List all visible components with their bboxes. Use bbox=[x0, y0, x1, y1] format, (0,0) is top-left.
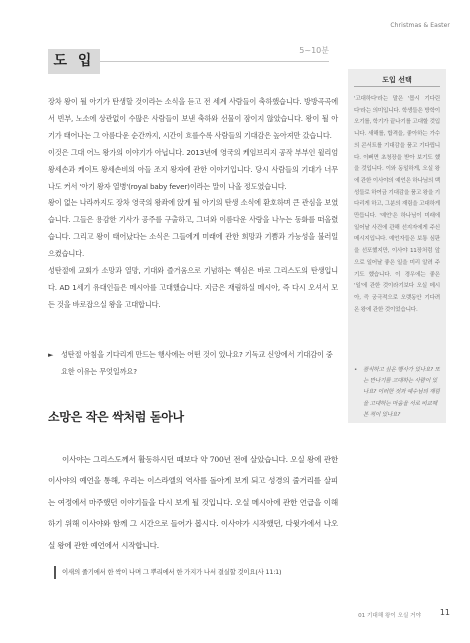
subheading: 소망은 작은 싹처럼 돋아나 bbox=[48, 410, 184, 424]
intro-text bbox=[48, 94, 338, 314]
sidebar-note-text: 잠식하고 싶은 행사가 있나요? 또는 만나기를 고대하는 사람이 있나요? 이러한 것과 예수님의 재림을 고대하는 마음을 서로 비교해 본 적이 있나요? bbox=[363, 367, 440, 418]
sidebar-box bbox=[348, 69, 446, 423]
footer-chapter: 01 기대해 왕이 오실 거야 bbox=[358, 613, 421, 619]
intro-paragraph: 장차 왕이 될 아기가 탄생할 것이라는 소식을 듣고 전 세계 사람들이 축하했습니다. 방방곡곡에서 빈부, 노소에 상관없이 수많은 사람들이 보낸 축하와 선물이 잠이지 않았습니다. 왕이 될 아기가 태어나는 그 아름다운 순간까지, 시간이 흐를수록 사람들의 기대감은 높아져만 갔습니다. bbox=[48, 97, 338, 140]
scripture-quote: 이새의 줄기에서 한 싹이 나며 그 뿌리에서 한 가지가 나서 결실할 것이요(사 11:1) bbox=[62, 568, 282, 576]
arrow-bullet-icon: ► bbox=[48, 351, 54, 359]
sidebar-note bbox=[354, 365, 440, 421]
body-text: 이사야는 그리스도께서 활동하시던 때보다 약 700년 전에 살았습니다. 오실 왕에 관한 이사야의 예언을 통해, 우리는 이스라엘의 역사를 돌아게 보게 되고 성경의 줄거리를 살피는 여정에서 마주했던 이야기들을 다시 보게 될 것입니다. 오실 메시아에 관한 언급을 이해하기 위해 이사야와 함께 그 시간으로 들어가 봅시다. 이사야가 시작했던, 다윗가에서 나오실 왕에 관한 예언에서 시작합니다. bbox=[48, 455, 338, 550]
discussion-question bbox=[48, 347, 338, 381]
sidebar-body: '고대하다'라는 말은 '몹시 기다린다'라는 의미입니다. 학생들은 방학이 오기를, 학기가 끝나기를 고대할 것입니다. 새해를, 합격을, 좋아하는 가수의 콘서트를 기대감을 품고 기다립니다. 이뻐면 초청장을 받아 보기도 했을 것입니다. 이와 동일하게, 오실 왕에 관한 이사야의 예언은 하나님의 백성들로 하여금 기대감을 품고 왕을 기다리게 하고, 그분의 재림을 고대하게 만듭니다. '예언'은 하나님이 미래에 일어날 사건에 관해 선지자에게 주신 메시지입니다. 예언자들은 보통 심판을 선포했지만, 이사야 11장처럼 앞으로 일어날 좋은 일을 미리 알려 주기도 했습니다. 이 경우에는 좋은 '일'에 관한 것이라기보다 오실 메시아, 즉 궁극적으로 오랫동안 기다려 온 왕에 관한 것이었습니다. bbox=[354, 96, 440, 313]
header-label: Christmas & Easter bbox=[390, 22, 450, 29]
bullet-dot-icon: • bbox=[354, 367, 358, 373]
intro-paragraph: 왕이 없는 나라까지도 장차 영국의 왕좌에 앉게 될 아기의 탄생 소식에 환호하며 큰 관심을 보였습니다. 그들은 용감한 기사가 공주를 구출하고, 그녀와 이름다운 사랑을 나누는 동화를 떠올렸습니다. 그리고 왕이 태어났다는 소식은 그들에게 미래에 관한 희망과 기쁨과 가능성을 불러일으켰습니다. bbox=[48, 198, 338, 259]
question-text: 성탄절 아침을 기다리게 만드는 행사에는 어떤 것이 있나요? 기독교 신앙에서 기대감이 중요한 이유는 무엇일까요? bbox=[61, 350, 333, 376]
quote-bar bbox=[54, 566, 56, 579]
section-title: 도 입 bbox=[48, 49, 100, 74]
intro-paragraph: 성탄절에 교회가 소망과 열망, 기대와 즐거움으로 기념하는 핵심은 바로 그리스도의 탄생입니다. AD 1세기 유대인들은 메시아를 고대했습니다. 지금은 재림하실 메시아, 즉 다시 오셔서 모든 것을 바로잡으실 왕을 고대합니다. bbox=[48, 266, 338, 309]
section-header bbox=[48, 46, 329, 74]
sidebar-divider bbox=[354, 86, 440, 87]
sidebar-title: 도입 선택 bbox=[382, 76, 412, 84]
page-number: 11 bbox=[439, 608, 450, 617]
section-time: 5~10분 bbox=[299, 46, 329, 55]
section-divider bbox=[100, 61, 329, 62]
intro-paragraph: 이것은 그대 어느 왕가의 이야기가 아닙니다. 2013년에 영국의 케임브리지 공작 부부인 윌리엄 왕세손과 케이트 왕세손비의 아들 조지 왕자에 관한 이야기입니다. 당시 사람들의 기대가 너무나도 커서 '아기 왕자 열병'(royal baby fever)이라는 말이 나올 정도였습니다. bbox=[48, 147, 338, 191]
